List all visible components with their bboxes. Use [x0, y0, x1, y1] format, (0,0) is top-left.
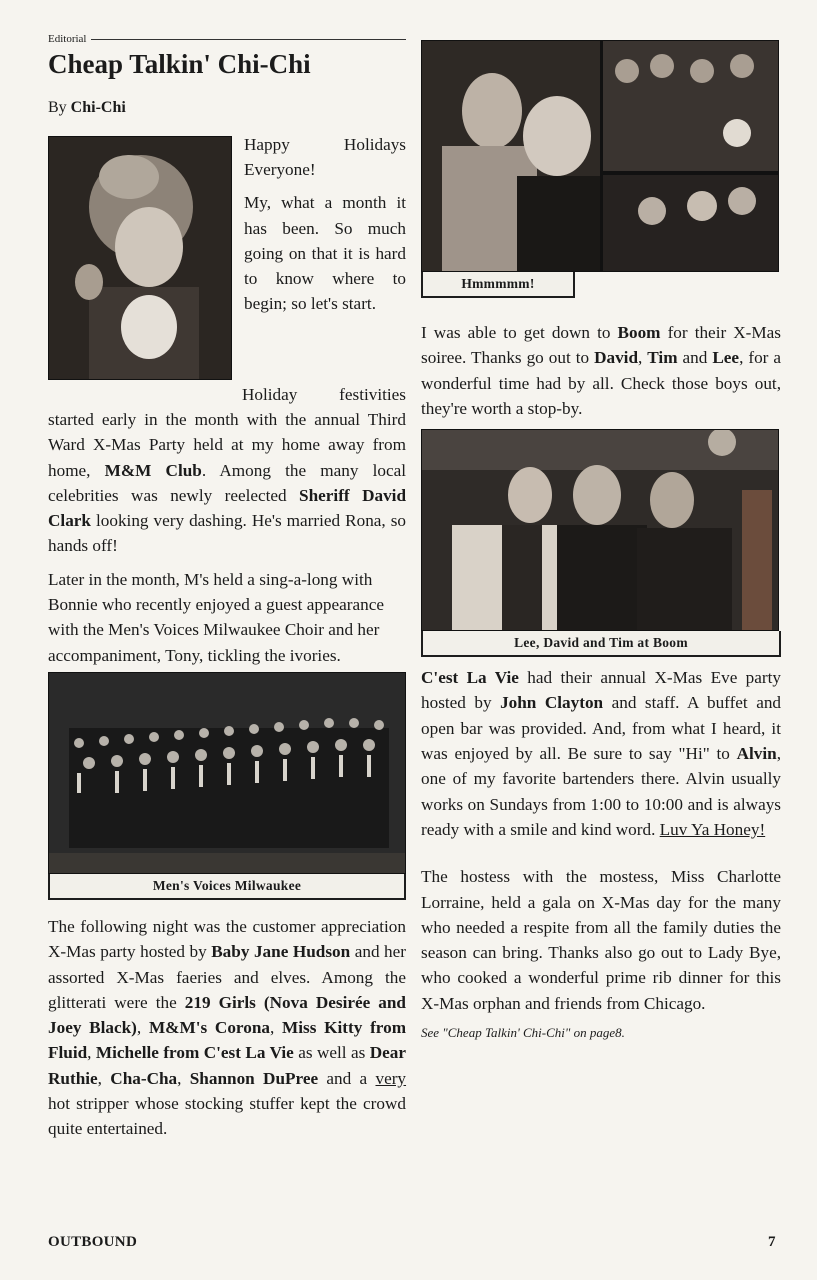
paragraph-singalong: Later in the month, M's held a sing-a-long with Bonnie who recently enjoyed a guest appearance with the Men's Voices Milwaukee Choir and her accompaniment, Tony, tickling the ivories. — [48, 569, 384, 665]
bar-figure — [421, 429, 781, 657]
collage-photo — [421, 40, 779, 272]
left-column — [48, 32, 406, 1142]
section-label: Editorial — [48, 33, 87, 45]
paragraph-holiday: Holiday festivities started early in the month with the annual Third Ward X-Mas Party held at my home away from home, M&M Club. Among the many local celebrities was newly reelected Sheriff David Clark looking very dashing. He's married Rona, so hands off! — [48, 384, 407, 556]
choir-caption: Men's Voices Milwaukee — [48, 874, 406, 900]
section-header — [48, 32, 406, 46]
paragraph-boom: I was able to get down to Boom for their X-Mas soiree. Thanks go out to David, Tim and Lee, for a wonderful time had by all. Check those boys out, they're worth a stop-by. — [421, 323, 781, 418]
paragraph-cest-la-vie: C'est La Vie had their annual X-Mas Eve party hosted by John Clayton and staff. A buffet and open bar was provided. And, from what I heard, it was enjoyed by all. Be sure to say "Hi" to Alvin, one of my favorite bartenders there. Alvin usually works on Sundays from 1:00 to 10:00 and is always ready with a smile and kind word. Luv Ya Honey! — [421, 668, 782, 839]
byline: By Chi-Chi — [48, 98, 126, 116]
page-number: 7 — [768, 1234, 776, 1250]
author-photo — [48, 136, 232, 380]
publication-name: OUTBOUND — [48, 1234, 138, 1250]
choir-photo — [48, 672, 406, 874]
collage-caption: Hmmmmm! — [421, 272, 575, 298]
paragraph-customer-party: The following night was the customer appreciation X-Mas party hosted by Baby Jane Hudson and her assorted X-Mas faeries and elves. Among the glitterati were the 219 Girls (Nova Desirée and Joey Black), M&M's Corona, Miss Kitty from Fluid, Michelle from C'est La Vie as well as Dear Ruthie, Cha-Cha, Shannon DuPree and a very hot stripper whose stocking stuffer kept the crowd quite entertained. — [48, 916, 407, 1139]
paragraph-greeting: Happy Holidays Everyone! — [244, 134, 406, 179]
collage-figure — [421, 40, 781, 298]
article-title: Cheap Talkin' Chi-Chi — [48, 49, 311, 79]
section-rule — [91, 39, 407, 40]
bar-photo — [421, 429, 779, 631]
paragraph-hostess: The hostess with the mostess, Miss Charlotte Lorraine, held a gala on X-Mas day for the many who needed a respite from all the family duties the season can bring. Thanks also go out to Lady Bye, who cooked a wonderful prime rib dinner for this X-Mas orphan and friends from Chicago. — [421, 867, 781, 1013]
choir-figure — [48, 672, 406, 900]
bar-caption: Lee, David and Tim at Boom — [421, 631, 781, 657]
continued-note: See "Cheap Talkin' Chi-Chi" on page8. — [421, 1025, 625, 1041]
right-column — [421, 40, 781, 1042]
paragraph-intro: My, what a month it has been. So much going on that it is hard to know where to begin; so let's start. — [244, 193, 406, 314]
author-name: Chi-Chi — [70, 98, 126, 116]
